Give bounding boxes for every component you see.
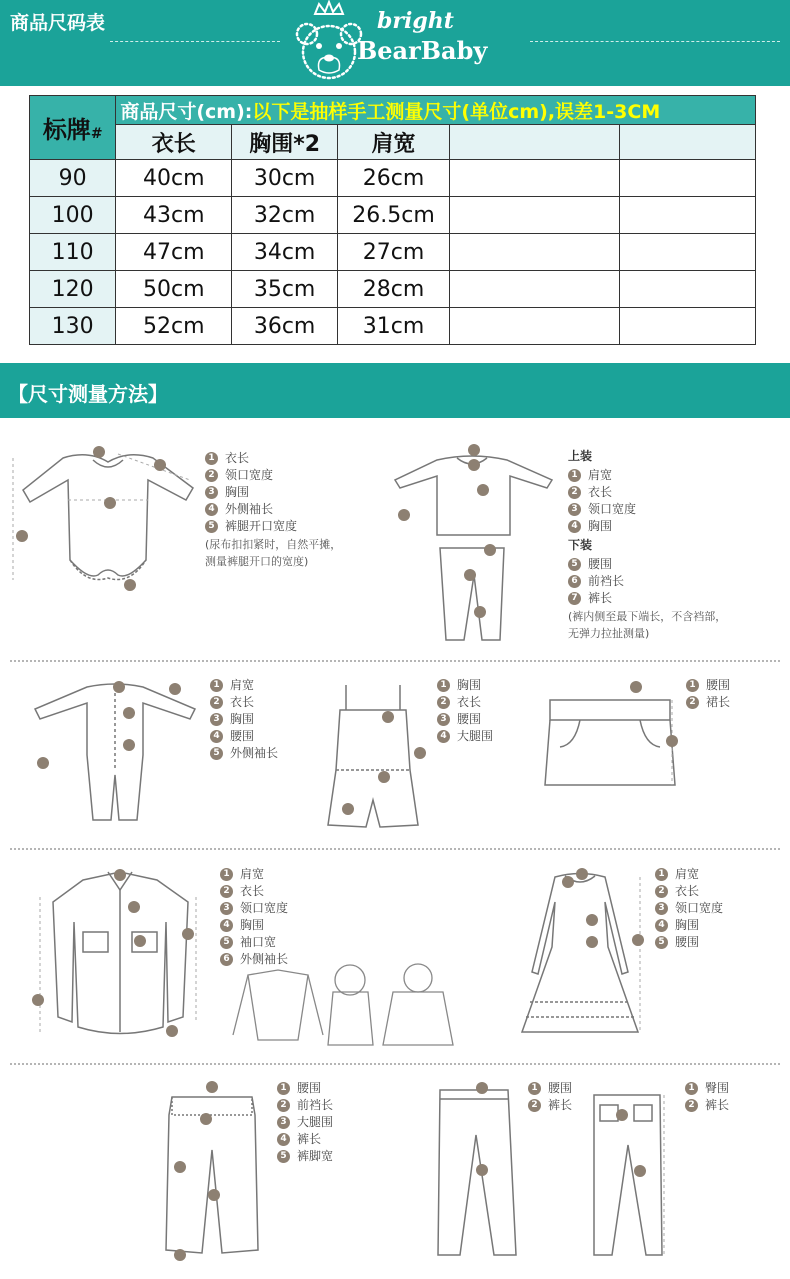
legend-note: 无弹力拉扯测量) [568, 627, 650, 640]
table-cell: 35cm [232, 271, 338, 308]
legend-item: 5 腰围 [655, 934, 723, 951]
size-chart-table [29, 95, 756, 345]
strap-legend [437, 677, 493, 745]
strap-romper-illustration-icon [318, 675, 433, 835]
measurement-note [116, 96, 756, 125]
legend-item: 1 肩宽 [655, 866, 723, 883]
table-cell: 27cm [338, 234, 450, 271]
page-title: 商品尺码表 [10, 12, 106, 34]
table-cell [449, 308, 619, 345]
legend-item: 2 裙长 [686, 694, 730, 711]
section-divider [10, 848, 780, 850]
romper-legend [205, 450, 341, 569]
legend-item: 1 腰围 [528, 1080, 572, 1097]
table-cell: 34cm [232, 234, 338, 271]
table-cell: 36cm [232, 308, 338, 345]
table-cell: 52cm [116, 308, 232, 345]
legend-item: 4 裤长 [277, 1131, 333, 1148]
measure-method-title: 【尺寸测量方法】 [8, 382, 168, 406]
jumpsuit-legend [210, 677, 278, 762]
note-middle: 以下是抽样手工测量尺寸(单位cm),误差 [252, 100, 594, 123]
header-banner [0, 0, 790, 86]
legend-item: 4 胸围 [568, 518, 726, 535]
size-cell: 100 [30, 197, 116, 234]
table-cell: 31cm [338, 308, 450, 345]
table-cell: 28cm [338, 271, 450, 308]
legend-item: 5 外侧袖长 [210, 745, 278, 762]
legend-item: 5 袖口宽 [220, 934, 288, 951]
legend-item: 3 腰围 [437, 711, 493, 728]
legend-note: 测量裤腿开口的宽度) [205, 555, 309, 568]
column-header [620, 125, 756, 160]
table-cell [620, 160, 756, 197]
legend-item: 2 衣长 [568, 484, 726, 501]
legend-item: 7 裤长 [568, 590, 726, 607]
size-cell: 110 [30, 234, 116, 271]
skirt-legend [686, 677, 730, 711]
table-cell [449, 271, 619, 308]
legend-item: 2 衣长 [220, 883, 288, 900]
jumpsuit-illustration-icon [25, 675, 200, 825]
table-cell: 32cm [232, 197, 338, 234]
fitted-pants-legend [685, 1080, 729, 1114]
legend-item: 4 外侧袖长 [205, 501, 341, 518]
table-row [30, 197, 756, 234]
dress-illustration-icon [510, 862, 650, 1042]
legend-item: 1 肩宽 [210, 677, 278, 694]
legend-item: 1 胸围 [437, 677, 493, 694]
legend-note: (尿布扣扣紧时，自然平摊， [205, 538, 342, 551]
legend-note: (裤内侧至最下端长，不含裆部， [568, 610, 727, 623]
jackets-illustration-icon [228, 960, 468, 1055]
legend-item: 2 裤长 [685, 1097, 729, 1114]
legend-item: 1 肩宽 [568, 467, 726, 484]
shirt-illustration-icon [28, 862, 208, 1042]
table-cell [620, 271, 756, 308]
table-cell [449, 160, 619, 197]
legend-item: 1 衣长 [205, 450, 341, 467]
legend-item: 2 领口宽度 [205, 467, 341, 484]
brand-label-cell [30, 96, 116, 160]
legend-item: 2 衣长 [437, 694, 493, 711]
table-row [30, 234, 756, 271]
legend-item: 2 裤长 [528, 1097, 572, 1114]
brand-label: 标牌 [42, 116, 91, 144]
brand-logo [285, 0, 525, 86]
table-cell [449, 234, 619, 271]
legend-item: 2 前裆长 [277, 1097, 333, 1114]
table-row [30, 271, 756, 308]
table-cell: 26cm [338, 160, 450, 197]
table-cell [620, 308, 756, 345]
legend-group-label: 下装 [568, 538, 593, 552]
logo-word-bright: bright [377, 8, 454, 34]
pants-legend [277, 1080, 333, 1165]
legend-item: 5 腰围 [568, 556, 726, 573]
legend-item: 3 领口宽度 [220, 900, 288, 917]
pants-illustration-icon [160, 1075, 270, 1265]
size-cell: 90 [30, 160, 116, 197]
column-header [449, 125, 619, 160]
legend-item: 4 腰围 [210, 728, 278, 745]
shirt-legend [220, 866, 288, 968]
legend-item: 1 腰围 [277, 1080, 333, 1097]
legend-item: 4 胸围 [220, 917, 288, 934]
logo-word-bearbaby: BearBaby [357, 36, 488, 65]
table-cell: 43cm [116, 197, 232, 234]
legend-item: 3 胸围 [205, 484, 341, 501]
legend-item: 5 裤脚宽 [277, 1148, 333, 1165]
note-prefix: 商品尺寸(cm): [120, 100, 253, 123]
legend-item: 3 领口宽度 [568, 501, 726, 518]
brand-hash: # [90, 126, 103, 142]
table-cell [449, 197, 619, 234]
legend-item: 3 大腿围 [277, 1114, 333, 1131]
section-divider [10, 1063, 780, 1065]
table-cell [620, 197, 756, 234]
table-row [30, 308, 756, 345]
legend-item: 6 前裆长 [568, 573, 726, 590]
size-cell: 130 [30, 308, 116, 345]
table-row [30, 160, 756, 197]
measure-method-banner [0, 363, 790, 418]
dress-legend [655, 866, 723, 951]
legend-item: 3 胸围 [210, 711, 278, 728]
header-divider-right [530, 41, 780, 43]
fitted-pants-illustration-icon [582, 1075, 682, 1265]
note-range: 1-3CM [593, 100, 661, 123]
leggings-legend [528, 1080, 572, 1114]
legend-item: 1 臀围 [685, 1080, 729, 1097]
table-cell: 47cm [116, 234, 232, 271]
table-cell: 50cm [116, 271, 232, 308]
size-cell: 120 [30, 271, 116, 308]
skirt-illustration-icon [540, 675, 680, 815]
column-header: 胸围*2 [232, 125, 338, 160]
legend-item: 1 肩宽 [220, 866, 288, 883]
table-cell: 30cm [232, 160, 338, 197]
legend-item: 1 腰围 [686, 677, 730, 694]
header-divider-left [110, 41, 280, 43]
legend-item: 4 大腿围 [437, 728, 493, 745]
section-divider [10, 660, 780, 662]
legend-item: 2 衣长 [655, 883, 723, 900]
legend-item: 4 胸围 [655, 917, 723, 934]
legend-item: 6 外侧袖长 [220, 951, 288, 968]
table-cell: 40cm [116, 160, 232, 197]
table-cell: 26.5cm [338, 197, 450, 234]
romper-illustration-icon [8, 440, 208, 600]
two-piece-set-illustration-icon [392, 440, 557, 650]
legend-item: 3 领口宽度 [655, 900, 723, 917]
column-header: 衣长 [116, 125, 232, 160]
legend-group-label: 上装 [568, 449, 593, 463]
legend-item: 5 裤腿开口宽度 [205, 518, 341, 535]
leggings-illustration-icon [428, 1075, 528, 1265]
legend-item: 2 衣长 [210, 694, 278, 711]
set-legend [568, 446, 726, 641]
table-cell [620, 234, 756, 271]
column-header: 肩宽 [338, 125, 450, 160]
